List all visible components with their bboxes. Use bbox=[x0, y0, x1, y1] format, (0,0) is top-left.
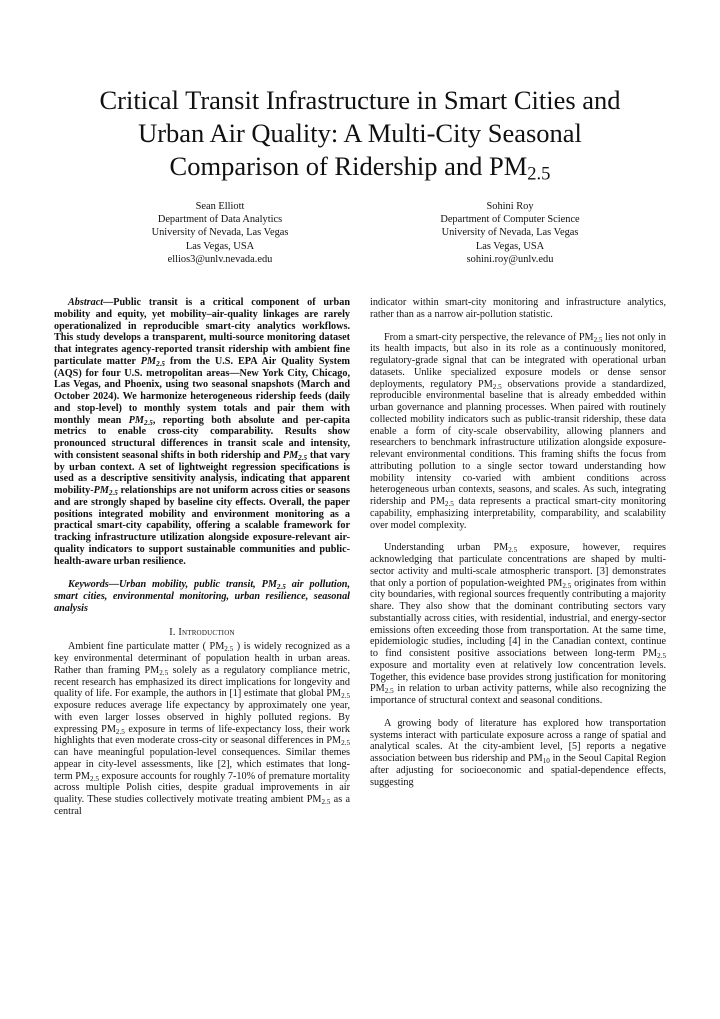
author-department: Department of Data Analytics bbox=[157, 214, 283, 226]
author-name: Sohini Roy bbox=[486, 201, 534, 212]
title-subscript: 2.5 bbox=[527, 163, 551, 185]
paper-title bbox=[40, 84, 680, 183]
intro-paragraph-1-continued: indicator within smart-city monitoring and infrastructure analytics, rather than as a narrow air-pollution statistic. bbox=[370, 297, 666, 320]
author-department: Department of Computer Science bbox=[440, 214, 580, 226]
abstract: Abstract—Public transit is a critical component of urban mobility and equity, yet mobility–air-quality linkages are rarely operationalized in reproducible smart-city analytics workflows. This study develops a transparent, multi-source monitoring dataset that integrates agency-reported transit ridership with ambient fine particulate matter $PM_{2.5}$ from the U.S. EPA Air Quality System (AQS) for four U.S. metropolitan areas—New York City, Chicago, Las Vegas, and Phoenix, using two seasonal snapshots (March and October 2024). We harmonize heterogeneous ridership feeds (daily and stop-level) to monthly system totals and pair them with monthly mean $PM_{2.5}$, reporting both absolute and per-capita metrics to enable cross-city comparability. Results show pronounced structural differences in transit scale and intensity, with consistent seasonal shifts in both ridership and $PM_{2.5}$ that vary by urban context. A set of lightweight regression specifications is used as a descriptive sensitivity analysis, indicating that apparent mobility-$PM_{2.5}$ relationships are not uniform across cities or seasons and are strongly shaped by baseline city effects. Overall, the paper positions integrated mobility and environment monitoring as a practical smart-city capability, offering a scalable framework for tracking infrastructure utilization alongside exposure-relevant air-quality indicators to support sustainable communities and public-health-aware urban resilience. bbox=[54, 297, 350, 567]
title-line-2: Urban Air Quality: A Multi-City Seasonal bbox=[138, 118, 582, 148]
left-column bbox=[54, 297, 350, 818]
section-heading-introduction: I. Introduction bbox=[169, 626, 235, 638]
intro-paragraph-4: A growing body of literature has explored how transportation systems interact with particulate exposure across a range of spatial and analytical scales. At the city-ambient level, [5] reports a negative association between bus ridership and $PM_{10}$ in the Seoul Capital Region after adjusting for socioeconomic and spatial-dependence effects, suggesting bbox=[370, 717, 666, 788]
author-2 bbox=[385, 200, 635, 266]
author-email[interactable]: sohini.roy@unlv.edu bbox=[466, 253, 554, 265]
author-university: University of Nevada, Las Vegas bbox=[151, 227, 289, 239]
author-location: Las Vegas, USA bbox=[475, 240, 545, 252]
author-1 bbox=[95, 200, 345, 266]
keywords: Keywords—Urban mobility, public transit, $PM_{2.5}$ air pollution, smart cities, environmental monitoring, urban resilience, seasonal analysis bbox=[54, 579, 350, 614]
author-university: University of Nevada, Las Vegas bbox=[441, 227, 579, 239]
right-column bbox=[370, 297, 666, 788]
title-line-3: Comparison of Ridership and PM bbox=[169, 151, 528, 181]
intro-paragraph-2: From a smart-city perspective, the relevance of $PM_{2.5}$ lies not only in its health impacts, but also in its role as a continuously monitored, regulatory-grade signal that can be integrated with operational urban datasets. Unlike specialized exposure models or dense sensor deployments, regulatory $PM_{2.5}$ observations provide a standardized, reproducible environmental baseline that is already embedded within urban governance and planning processes. When paired with routinely collected mobility indicators such as public-transit ridership, these data enable a form of city-scale observability, allowing planners and researchers to benchmark infrastructure utilization alongside exposure-relevant environmental conditions. This framing shifts the focus from attributing pollution to a single sector toward understanding how mobility intensity co-varied with ambient conditions across heterogeneous urban contexts, seasons, and scales. As such, integrating ridership and $PM_{2.5}$ data represents a practical smart-city monitoring capability, emphasizing interpretability, comparability, and scalability over model complexity. bbox=[370, 331, 667, 531]
title-line-1: Critical Transit Infrastructure in Smart Cities and bbox=[99, 85, 621, 115]
intro-paragraph-3: Understanding urban $PM_{2.5}$ exposure, however, requires acknowledging that particulate concentrations are shaped by multi-sector activity and multi-scale atmospheric transport. [3] demonstrates that only a portion of population-weighted $PM_{2.5}$ originates from within city boundaries, with regional sources frequently contributing a majority share. They also show that the dominant contributing sectors vary substantially across cities, with residential, industrial, and energy-sector emissions often exceeding those from transportation. At the same time, epidemiologic studies, including [4] in the Canadian context, continue to find consistent positive associations between long-term $PM_{2.5}$ exposure and mortality even at relatively low concentration levels. Together, this evidence base provides strong justification for monitoring $PM_{2.5}$ in relation to urban activity patterns, while also recognizing the importance of structural context and seasonal conditions. bbox=[370, 542, 667, 706]
intro-paragraph-1: Ambient fine particulate matter ( $PM_{2.5}$ ) is widely recognized as a key environmental determinant of population health in urban areas. Rather than framing $PM_{2.5}$ solely as a regulatory compliance metric, recent research has emphasized its direct implications for longevity and quality of life. For example, the authors in [1] estimate that global $PM_{2.5}$ exposure reduces average life expectancy by approximately one year, with even larger losses observed in highly polluted regions. By expressing $PM_{2.5}$ exposure in terms of life-expectancy loss, their work highlights that even moderate cross-city or seasonal differences in $PM_{2.5}$ can have meaningful population-level consequences. Similar themes appear in city-level assessments, like [2], which estimates that long-term $PM_{2.5}$ exposure accounts for roughly 7-10% of premature mortality across multiple Polish cities, despite gradual improvements in air quality. These studies collectively motivate treating ambient $PM_{2.5}$ as a central bbox=[54, 641, 350, 817]
author-name: Sean Elliott bbox=[195, 201, 245, 212]
author-location: Las Vegas, USA bbox=[185, 240, 255, 252]
author-email[interactable]: ellios3@unlv.nevada.edu bbox=[167, 253, 273, 265]
